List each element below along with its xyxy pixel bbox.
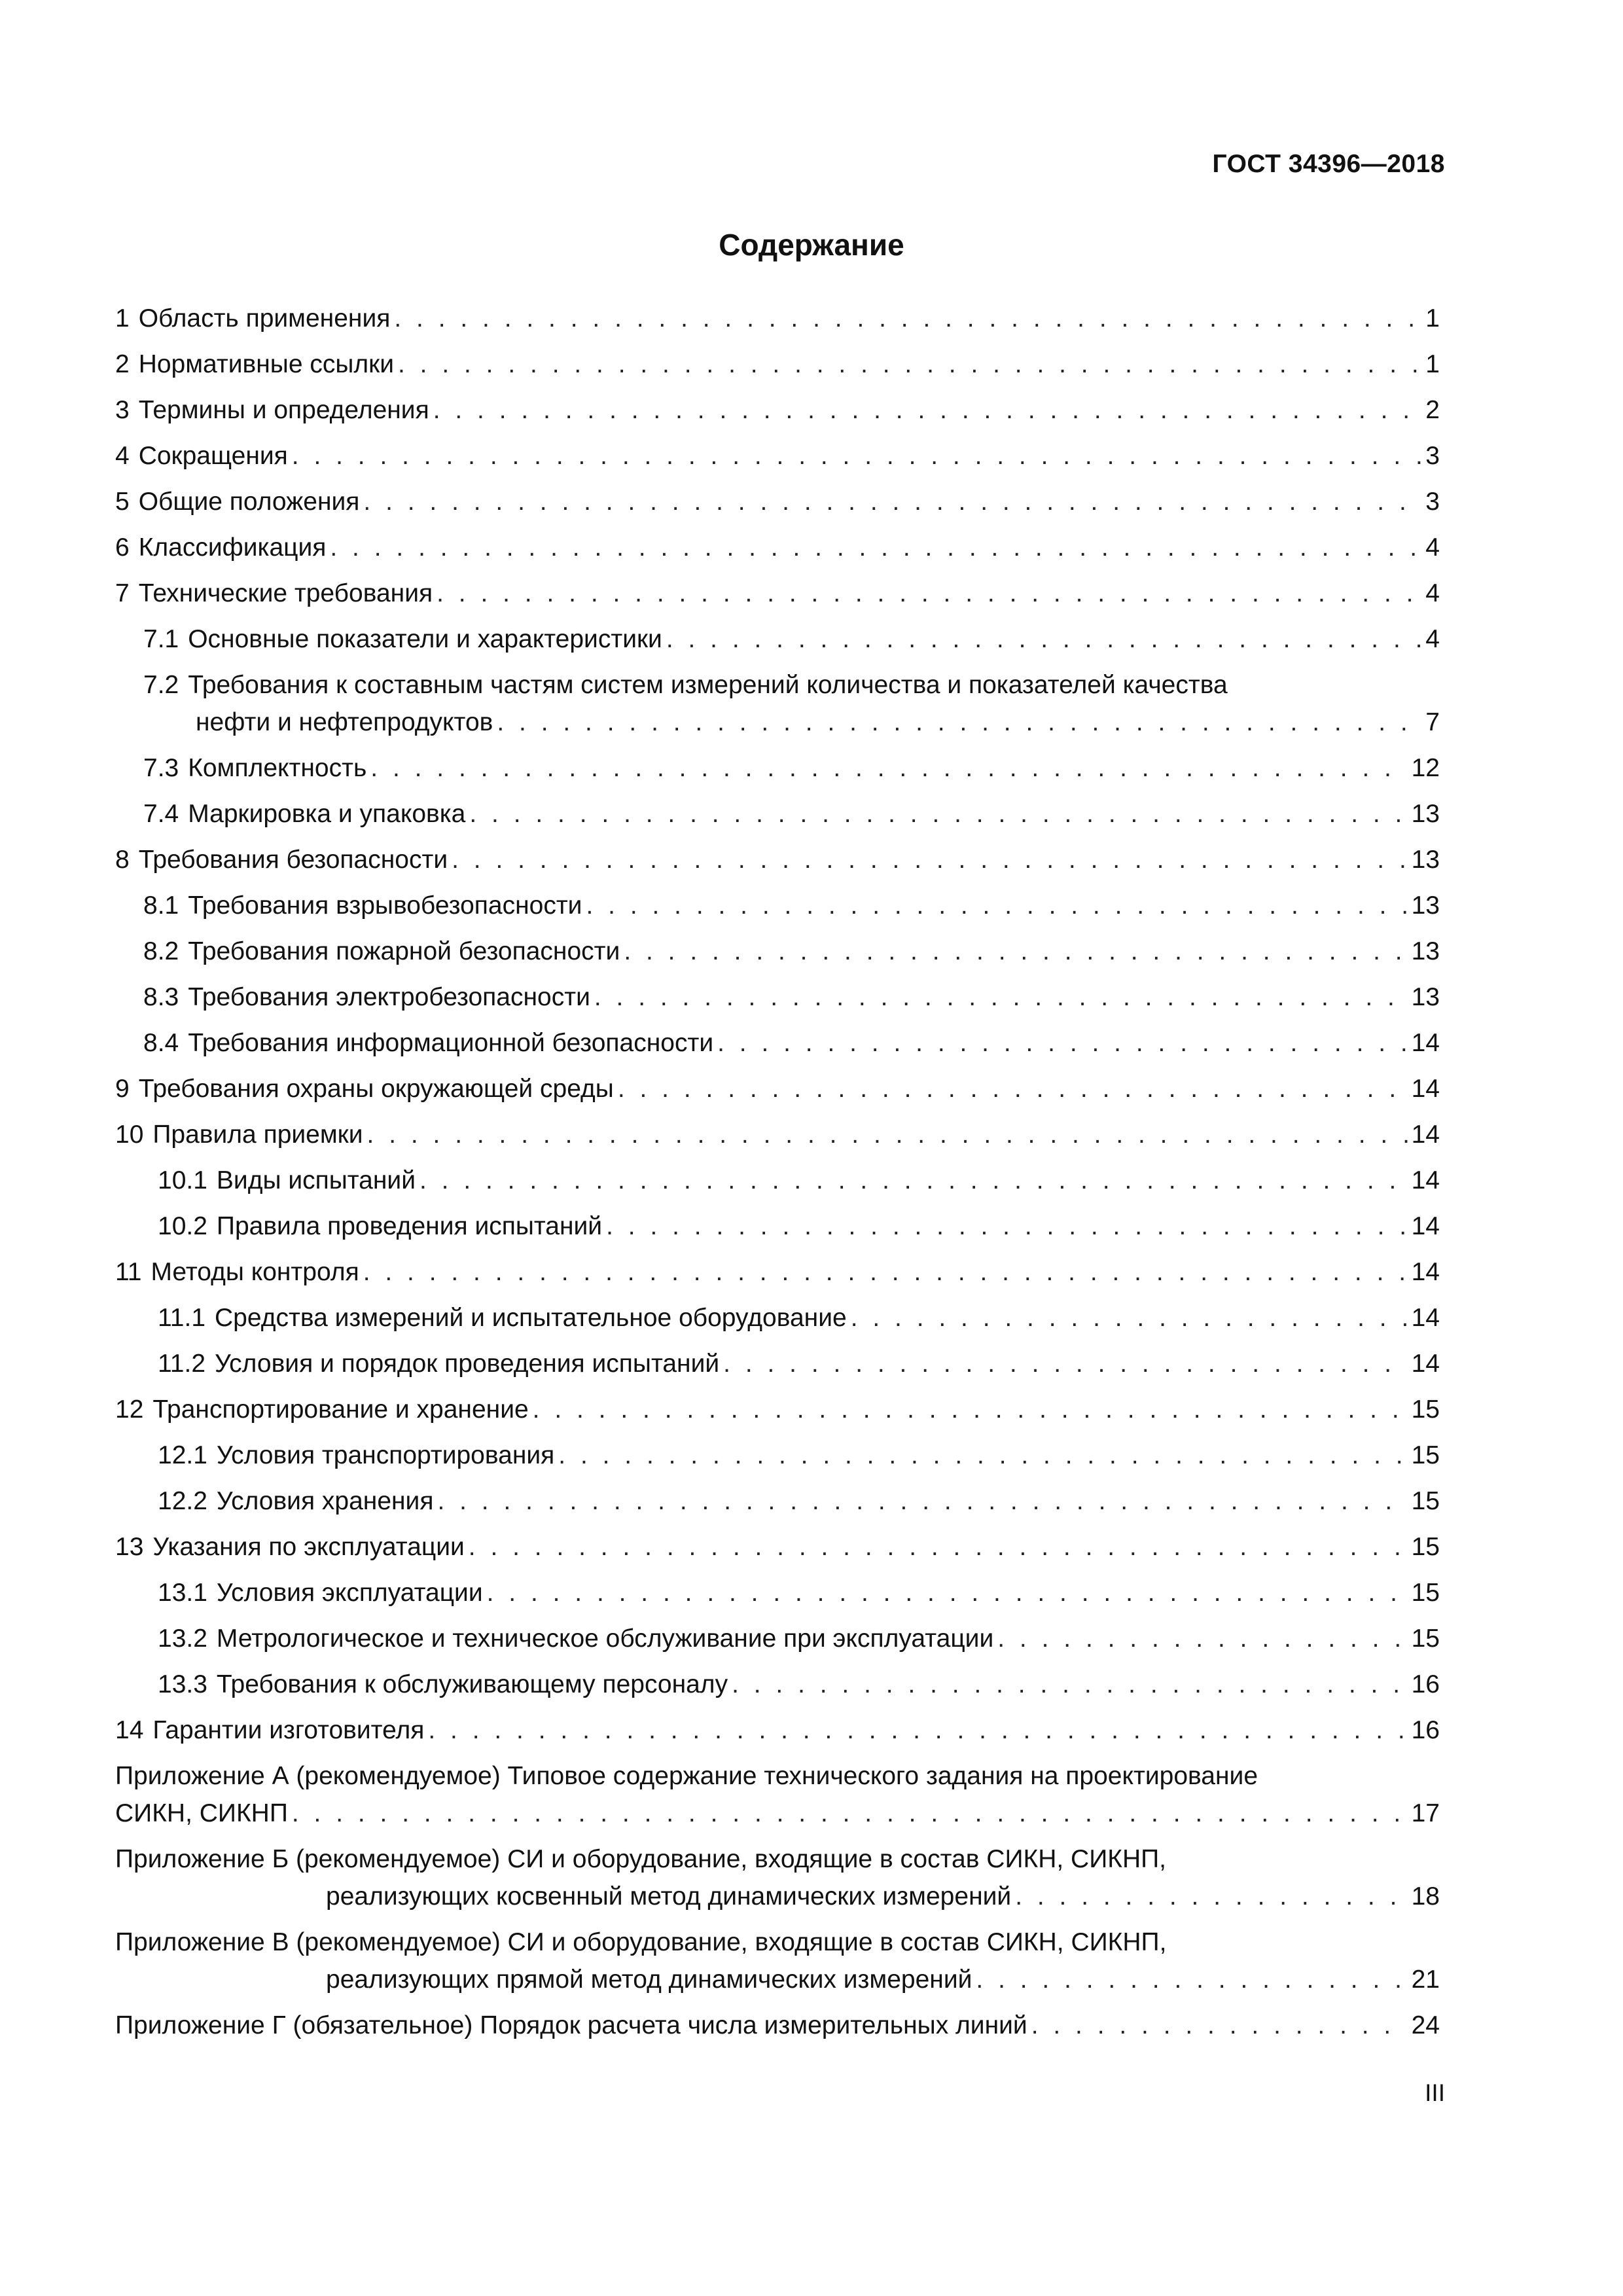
toc-entry-number: 6: [115, 533, 130, 562]
leader-dots: [586, 887, 1407, 924]
toc-entry-title: Виды испытаний: [216, 1166, 416, 1194]
leader-dots: [997, 1620, 1407, 1657]
toc-entry-number: 7: [115, 579, 130, 607]
toc-entry[interactable]: [115, 1345, 1440, 1382]
toc-entry-title: Область применения: [138, 304, 391, 332]
toc-entry-title: Основные показатели и характеристики: [188, 625, 662, 653]
leader-dots: [437, 1482, 1407, 1520]
toc-entry-number: 8: [115, 846, 130, 874]
toc-entry-number: 12.1: [158, 1441, 207, 1469]
toc-entry-title: Условия транспортирования: [216, 1441, 555, 1469]
toc-entry-title: Правила приемки: [152, 1121, 363, 1149]
toc-page-number: 4: [1425, 533, 1440, 562]
leader-dots: [428, 1712, 1407, 1749]
leader-dots: [497, 704, 1421, 741]
toc-entry-title: Требования электробезопасности: [188, 983, 590, 1011]
leader-dots: [558, 1437, 1407, 1474]
toc-entry[interactable]: [115, 933, 1440, 970]
page-number: III: [1425, 2079, 1445, 2106]
toc-entry-title: Приложение В (рекомендуемое) СИ и оборудование, входящие в состав СИКН, СИКНП,: [115, 1928, 1167, 1956]
toc-entry-title: Требования к составным частям систем измерений количества и показателей качества: [188, 671, 1228, 699]
toc-page-number: 2: [1425, 396, 1440, 424]
toc-page-number: 13: [1411, 846, 1440, 874]
leader-dots: [367, 1116, 1408, 1153]
toc-entry-title: Нормативные ссылки: [138, 350, 394, 378]
toc-page-number: 12: [1411, 754, 1440, 782]
leader-dots: [624, 933, 1407, 970]
toc-entry-number: 7.1: [143, 625, 179, 653]
toc-page-number: 7: [1425, 708, 1440, 736]
toc-entry-title-continued: реализующих прямой метод динамических измерений: [326, 1965, 972, 1994]
leader-dots: [723, 1345, 1407, 1382]
toc-entry[interactable]: [115, 1208, 1440, 1245]
toc-entry-number: 11.2: [158, 1350, 206, 1378]
toc-entry-title: Маркировка и упаковка: [188, 800, 466, 828]
toc-entry-title: Требования пожарной безопасности: [188, 937, 620, 965]
toc-entry-title: Требования информационной безопасности: [188, 1029, 714, 1057]
toc-entry[interactable]: [115, 1666, 1440, 1703]
toc-entry-number: 12.2: [158, 1487, 207, 1515]
toc-entry[interactable]: [115, 529, 1440, 566]
table-of-contents: [115, 300, 1440, 2044]
toc-entry[interactable]: [115, 841, 1440, 878]
leader-dots: [394, 300, 1421, 337]
toc-entry[interactable]: [115, 1757, 1440, 1832]
toc-entry[interactable]: [115, 1024, 1440, 1062]
toc-page-number: 15: [1411, 1395, 1440, 1424]
toc-entry-title: Средства измерений и испытательное оборудование: [215, 1304, 847, 1332]
toc-entry-title: Приложение Б (рекомендуемое) СИ и оборудование, входящие в состав СИКН, СИКНП,: [115, 1845, 1166, 1873]
leader-dots: [330, 529, 1421, 566]
toc-entry-title: Требования охраны окружающей среды: [138, 1075, 614, 1103]
toc-page-number: 1: [1425, 304, 1440, 332]
toc-entry-title: Общие положения: [138, 488, 360, 516]
toc-entry-title: Приложение Г (обязательное) Порядок расчета числа измерительных линий: [115, 2011, 1027, 2039]
toc-entry-title: Сокращения: [138, 442, 288, 470]
toc-entry-number: 9: [115, 1075, 130, 1103]
toc-entry-title: Приложение А (рекомендуемое) Типовое содержание технического задания на проектирование: [115, 1762, 1258, 1790]
toc-entry-number: 12: [115, 1395, 144, 1424]
toc-page-number: 21: [1411, 1965, 1440, 1994]
toc-entry[interactable]: [115, 1712, 1440, 1749]
toc-page-number: 4: [1425, 579, 1440, 607]
toc-entry-number: 3: [115, 396, 130, 424]
toc-entry-number: 13.1: [158, 1579, 207, 1607]
toc-entry[interactable]: [115, 1528, 1440, 1566]
toc-entry-title-continued: реализующих косвенный метод динамических измерений: [326, 1882, 1012, 1910]
toc-entry-number: 8.2: [143, 937, 179, 965]
toc-page-number: 15: [1411, 1487, 1440, 1515]
leader-dots: [717, 1024, 1408, 1062]
toc-entry[interactable]: [115, 1482, 1440, 1520]
toc-entry-title: Классификация: [138, 533, 327, 562]
leader-dots: [618, 1070, 1408, 1107]
toc-page-number: 14: [1411, 1029, 1440, 1057]
toc-entry[interactable]: [115, 1116, 1440, 1153]
toc-entry-title: Гарантии изготовителя: [152, 1716, 425, 1744]
leader-dots: [1031, 2007, 1408, 2044]
toc-entry-number: 5: [115, 488, 130, 516]
toc-entry[interactable]: [115, 1620, 1440, 1657]
toc-entry-number: 8.3: [143, 983, 179, 1011]
toc-page-number: 14: [1411, 1258, 1440, 1286]
toc-entry[interactable]: [115, 1924, 1440, 1998]
leader-dots: [666, 620, 1421, 658]
toc-entry-title-continued: нефти и нефтепродуктов: [196, 708, 493, 736]
toc-page-number: 3: [1425, 442, 1440, 470]
leader-dots: [419, 1162, 1408, 1199]
toc-entry[interactable]: [115, 887, 1440, 924]
toc-page-number: 16: [1411, 1670, 1440, 1698]
standard-code: ГОСТ 34396—2018: [1212, 150, 1445, 178]
toc-entry-number: 7.3: [143, 754, 179, 782]
leader-dots: [437, 575, 1421, 612]
toc-page-number: 14: [1411, 1166, 1440, 1194]
toc-entry-number: 13.3: [158, 1670, 207, 1698]
leader-dots: [533, 1391, 1408, 1428]
toc-entry[interactable]: [115, 1391, 1440, 1428]
toc-entry-title: Условия хранения: [216, 1487, 434, 1515]
toc-entry-number: 10.2: [158, 1212, 207, 1240]
toc-entry[interactable]: [115, 300, 1440, 337]
leader-dots: [363, 1253, 1408, 1291]
leader-dots: [487, 1574, 1408, 1611]
toc-entry-title: Требования взрывобезопасности: [188, 891, 582, 920]
toc-entry-title-continued: СИКН, СИКНП: [115, 1799, 288, 1827]
toc-entry[interactable]: [115, 346, 1440, 383]
leader-dots: [976, 1961, 1407, 1998]
toc-page-number: 13: [1411, 937, 1440, 965]
leader-dots: [1015, 1878, 1407, 1915]
toc-page-number: 14: [1411, 1075, 1440, 1103]
toc-entry[interactable]: [115, 620, 1440, 658]
toc-entry-number: 11: [115, 1258, 142, 1286]
toc-entry-title: Условия и порядок проведения испытаний: [215, 1350, 720, 1378]
toc-page-number: 14: [1411, 1121, 1440, 1149]
toc-page-number: 3: [1425, 488, 1440, 516]
toc-page-number: 16: [1411, 1716, 1440, 1744]
toc-page-number: 4: [1425, 625, 1440, 653]
toc-page-number: 15: [1411, 1441, 1440, 1469]
toc-entry[interactable]: [115, 1162, 1440, 1199]
leader-dots: [292, 1795, 1408, 1832]
toc-page-number: 13: [1411, 891, 1440, 920]
toc-page-number: 14: [1411, 1350, 1440, 1378]
toc-page-number: 15: [1411, 1579, 1440, 1607]
toc-title: Содержание: [719, 228, 904, 262]
leader-dots: [732, 1666, 1408, 1703]
toc-page-number: 1: [1425, 350, 1440, 378]
toc-entry-number: 14: [115, 1716, 144, 1744]
toc-entry[interactable]: [115, 575, 1440, 612]
toc-entry-title: Термины и определения: [138, 396, 429, 424]
toc-entry[interactable]: [115, 1253, 1440, 1291]
toc-entry[interactable]: [115, 666, 1440, 741]
toc-entry-number: 13: [115, 1533, 144, 1561]
toc-page-number: 18: [1411, 1882, 1440, 1910]
toc-entry[interactable]: [115, 978, 1440, 1016]
toc-entry[interactable]: [115, 795, 1440, 833]
toc-entry-title: Технические требования: [138, 579, 433, 607]
leader-dots: [398, 346, 1421, 383]
leader-dots: [363, 483, 1421, 520]
toc-entry[interactable]: [115, 391, 1440, 429]
toc-page-number: 13: [1411, 983, 1440, 1011]
leader-dots: [594, 978, 1408, 1016]
toc-entry[interactable]: [115, 1299, 1440, 1336]
leader-dots: [469, 1528, 1408, 1566]
toc-entry-number: 7.2: [143, 671, 179, 699]
toc-entry-title: Транспортирование и хранение: [152, 1395, 529, 1424]
toc-entry[interactable]: [115, 483, 1440, 520]
toc-page-number: 15: [1411, 1533, 1440, 1561]
toc-entry[interactable]: [115, 1070, 1440, 1107]
toc-page-number: 17: [1411, 1799, 1440, 1827]
toc-entry[interactable]: [115, 1574, 1440, 1611]
leader-dots: [469, 795, 1407, 833]
toc-entry-title: Метрологическое и техническое обслуживание при эксплуатации: [216, 1624, 994, 1653]
toc-entry-number: 10.1: [158, 1166, 207, 1194]
toc-entry-title: Требования безопасности: [138, 846, 448, 874]
leader-dots: [370, 749, 1407, 787]
leader-dots: [452, 841, 1408, 878]
toc-entry[interactable]: [115, 2007, 1440, 2044]
toc-page-number: 14: [1411, 1304, 1440, 1332]
toc-entry[interactable]: [115, 1840, 1440, 1915]
toc-entry-number: 13.2: [158, 1624, 207, 1653]
leader-dots: [292, 437, 1421, 475]
toc-page-number: 13: [1411, 800, 1440, 828]
toc-entry[interactable]: [115, 749, 1440, 787]
toc-entry-number: 8.4: [143, 1029, 179, 1057]
toc-page-number: 24: [1411, 2011, 1440, 2039]
leader-dots: [851, 1299, 1408, 1336]
leader-dots: [433, 391, 1421, 429]
toc-entry-number: 7.4: [143, 800, 179, 828]
toc-entry-title: Требования к обслуживающему персоналу: [216, 1670, 728, 1698]
toc-entry-number: 11.1: [158, 1304, 206, 1332]
toc-entry-number: 4: [115, 442, 130, 470]
toc-page-number: 14: [1411, 1212, 1440, 1240]
leader-dots: [606, 1208, 1408, 1245]
toc-entry[interactable]: [115, 437, 1440, 475]
toc-entry-title: Правила проведения испытаний: [216, 1212, 603, 1240]
toc-entry[interactable]: [115, 1437, 1440, 1474]
toc-entry-number: 1: [115, 304, 130, 332]
toc-entry-number: 10: [115, 1121, 144, 1149]
toc-entry-title: Комплектность: [188, 754, 367, 782]
toc-entry-title: Указания по эксплуатации: [152, 1533, 465, 1561]
toc-entry-number: 2: [115, 350, 130, 378]
toc-page-number: 15: [1411, 1624, 1440, 1653]
toc-entry-number: 8.1: [143, 891, 179, 920]
toc-entry-title: Методы контроля: [151, 1258, 359, 1286]
toc-entry-title: Условия эксплуатации: [216, 1579, 483, 1607]
